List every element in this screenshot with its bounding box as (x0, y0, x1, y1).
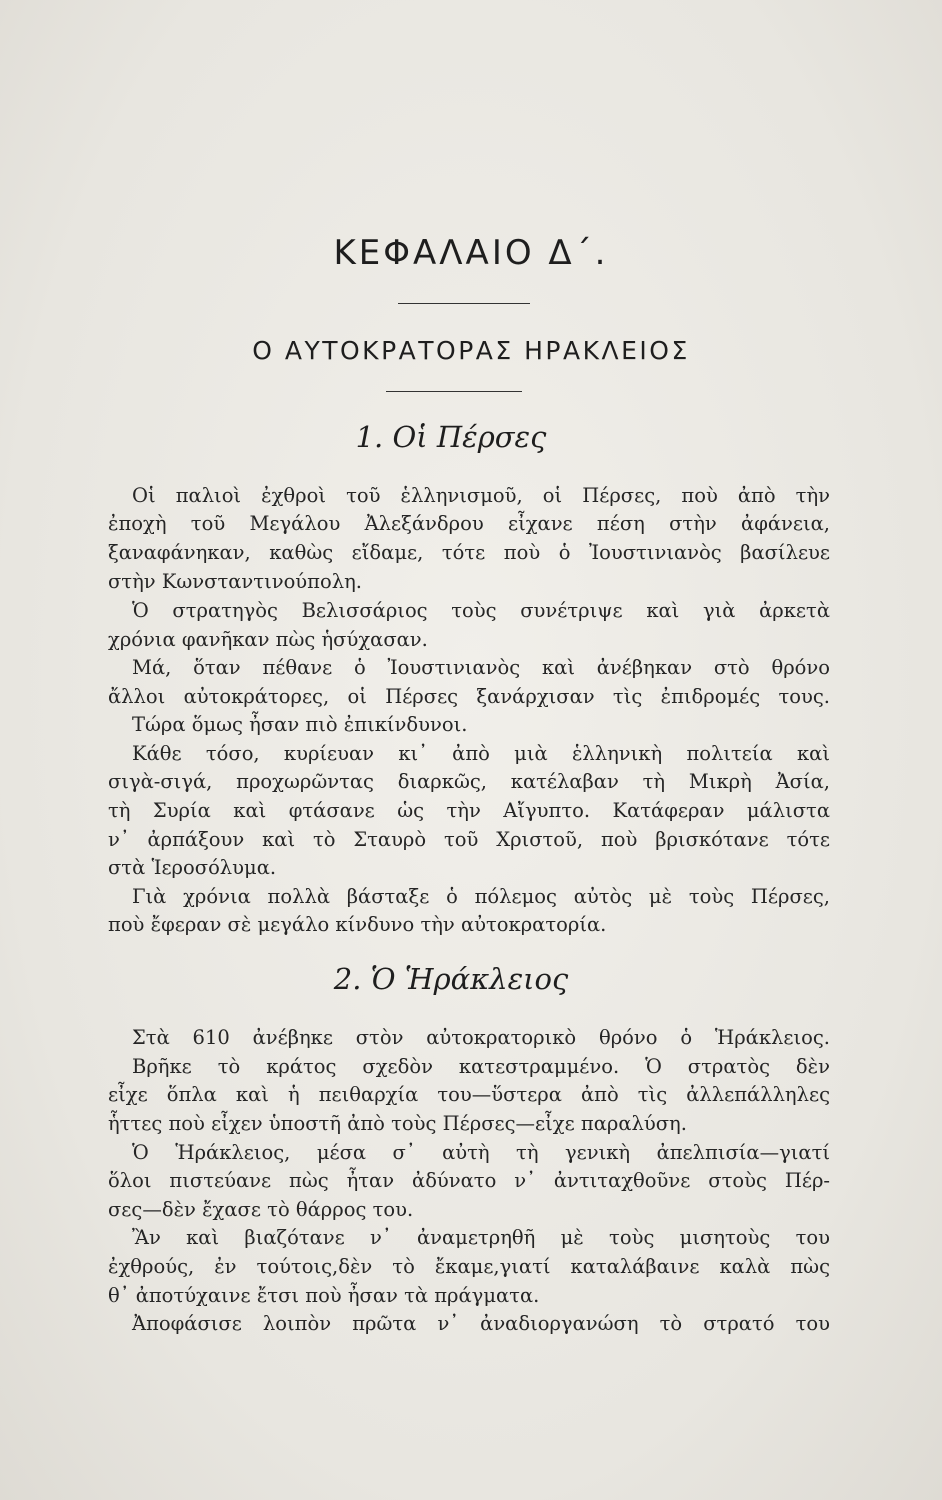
text-line: εἶχε ὅπλα καὶ ἡ πειθαρχία του—ὕστερα ἀπὸ τὶς ἀλλεπάλληλες (108, 1083, 830, 1106)
text-line: Μά, ὅταν πέθανε ὁ Ἰουστινιανὸς καὶ ἀνέβηκαν στὸ θρόνο (132, 656, 830, 679)
text-line: Βρῆκε τὸ κράτος σχεδὸν κατεστραμμένο. Ὁ στρατὸς δὲν (132, 1055, 830, 1078)
text-line: στὰ Ἱεροσόλυμα. (108, 856, 277, 879)
text-line: ἐχθρούς, ἐν τούτοις,δὲν τὸ ἔκαμε,γιατί καταλάβαινε καλὰ πὼς (108, 1255, 830, 1278)
text-line: στὴν Κωνσταντινούπολη. (108, 570, 362, 593)
divider-rule (398, 303, 530, 304)
section-heading-heraclius: 2. Ὁ Ἡράκλειος (333, 962, 569, 996)
text-line: ποὺ ἔφεραν σὲ μεγάλο κίνδυνο τὴν αὐτοκρατορία. (108, 913, 607, 936)
text-line: σες—δὲν ἔχασε τὸ θάρρος του. (108, 1198, 414, 1221)
text-line: τὴ Συρία καὶ φτάσανε ὡς τὴν Αἴγυπτο. Κατάφεραν μάλιστα (108, 799, 830, 822)
text-line: Ἀποφάσισε λοιπὸν πρῶτα ν᾿ ἀναδιοργανώση τὸ στρατό του (132, 1312, 830, 1335)
text-line: θ᾿ ἀποτύχαινε ἔτσι ποὺ ἦσαν τὰ πράγματα. (108, 1284, 540, 1307)
text-line: Στὰ 610 ἀνέβηκε στὸν αὐτοκρατορικὸ θρόνο ὁ Ἡράκλειος. (132, 1026, 830, 1049)
section-heading-persians: 1. Οἱ Πέρσες (355, 420, 547, 454)
text-line: ἐποχὴ τοῦ Μεγάλου Ἀλεξάνδρου εἶχανε πέση στὴν ἀφάνεια, (108, 512, 830, 535)
divider-rule (386, 391, 522, 392)
text-line: Κάθε τόσο, κυρίευαν κι᾿ ἀπὸ μιὰ ἑλληνικὴ πολιτεία καὶ (132, 742, 830, 765)
chapter-subtitle: Ο ΑΥΤΟΚΡΑΤΟΡΑΣ ΗΡΑΚΛΕΙΟΣ (252, 336, 690, 365)
text-line: Οἱ παλιοὶ ἐχθροὶ τοῦ ἑλληνισμοῦ, οἱ Πέρσες, ποὺ ἀπὸ τὴν (132, 484, 830, 507)
text-line: Γιὰ χρόνια πολλὰ βάσταξε ὁ πόλεμος αὐτὸς μὲ τοὺς Πέρσες, (132, 885, 830, 908)
text-line: σιγὰ-σιγά, προχωρῶντας διαρκῶς, κατέλαβαν τὴ Μικρὴ Ἀσία, (108, 770, 830, 793)
text-line: ἧττες ποὺ εἶχεν ὑποστῆ ἀπὸ τοὺς Πέρσες—εἶχε παραλύση. (108, 1112, 687, 1135)
text-line: ἄλλοι αὐτοκράτορες, οἱ Πέρσες ξανάρχισαν τὶς ἐπιδρομές τους. (108, 685, 830, 708)
text-line: Ὁ στρατηγὸς Βελισσάριος τοὺς συνέτριψε καὶ γιὰ ἀρκετὰ (132, 599, 830, 622)
text-line: ν᾿ ἀρπάξουν καὶ τὸ Σταυρὸ τοῦ Χριστοῦ, ποὺ βρισκότανε τότε (108, 828, 830, 851)
text-line: Τώρα ὅμως ἦσαν πιὸ ἐπικίνδυνοι. (132, 713, 468, 736)
text-line: Ἂν καὶ βιαζότανε ν᾿ ἀναμετρηθῆ μὲ τοὺς μισητοὺς του (132, 1226, 830, 1249)
text-line: ξαναφάνηκαν, καθὼς εἴδαμε, τότε ποὺ ὁ Ἰουστινιανὸς βασίλευε (108, 541, 830, 564)
text-line: ὅλοι πιστεύανε πὼς ἦταν ἀδύνατο ν᾿ ἀντιταχθοῦνε στοὺς Πέρ- (108, 1169, 830, 1192)
chapter-title: ΚΕΦΑΛΑΙΟ Δ΄. (333, 233, 609, 273)
text-line: χρόνια φανῆκαν πὼς ἡσύχασαν. (108, 628, 428, 651)
text-line: Ὁ Ἡράκλειος, μέσα σ᾿ αὐτὴ τὴ γενικὴ ἀπελπισία—γιατί (132, 1141, 830, 1164)
